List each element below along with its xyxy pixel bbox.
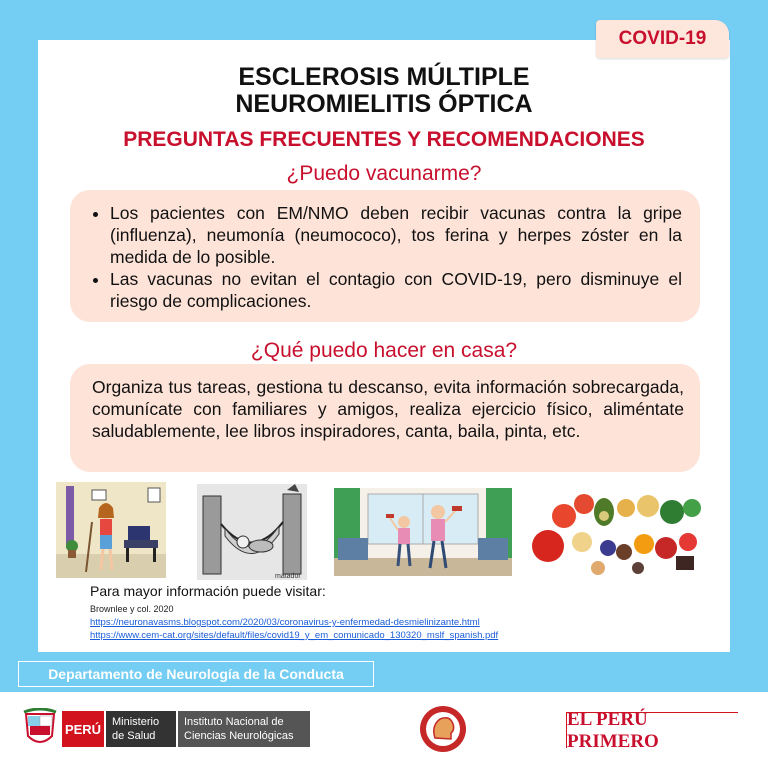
department-label: Departamento de Neurología de la Conducta [18,661,374,687]
hammock-illustration [197,484,307,580]
home-box: Organiza tus tareas, gestiona tu descanso, evita información sobrecargada, comunícate con familiares y amigos, realiza ejercicio físico, aliméntate saludablemente, lee libros inspiradores, canta, baila, pinta, etc. [70,364,700,472]
peru-logo: PERÚ [62,711,104,747]
ins-logo [178,711,310,747]
list-item: • Los pacientes con EM/NMO deben recibir vacunas contra la gripe (influenza), neumonía (neumococo), tos ferina y herpes zóster en la medida de lo posible. [110,202,682,268]
minsa-line-1: Ministerio [112,716,160,728]
reference-link-2[interactable]: https://www.cem-cat.org/sites/default/files/covid19_y_em_comunicado_130320_mslf_spanish.pdf [90,630,499,641]
title-line-2: NEUROMIELITIS ÓPTICA [235,90,533,118]
healthy-food-illustration [526,486,712,578]
exercise-illustration [334,488,512,576]
vaccines-box [70,190,700,322]
minsa-line-2: de Salud [112,730,156,742]
minsa-logo [106,711,176,747]
question-home: ¿Qué puedo hacer en casa? [250,339,518,362]
more-info-text: Para mayor información puede visitar: [90,583,326,599]
coat-of-arms-icon [22,708,58,750]
cleaning-illustration [56,482,166,578]
page-subtitle: PREGUNTAS FRECUENTES Y RECOMENDACIONES [123,128,645,151]
question-vaccines: ¿Puedo vacunarme? [286,162,482,185]
covid-badge: COVID-19 [596,20,729,58]
vaccines-list [88,202,682,312]
cartoon-signature: matador [275,573,301,580]
ins-line-2: Ciencias Neurológicas [184,730,294,742]
el-peru-primero-logo: EL PERÚ PRIMERO [566,712,738,748]
reference-link-1[interactable]: https://neuronavasms.blogspot.com/2020/03/coronavirus-y-enfermedad-desmielinizante.html [90,617,480,628]
list-item: • Las vacunas no evitan el contagio con COVID-19, pero disminuye el riesgo de complicaciones. [110,268,682,312]
page-title [38,64,730,118]
ins-line-1: Instituto Nacional de [184,716,284,728]
title-line-1: ESCLEROSIS MÚLTIPLE [238,63,530,91]
neurology-emblem-icon [418,704,468,754]
reference-text: Brownlee y col. 2020 [90,604,174,614]
